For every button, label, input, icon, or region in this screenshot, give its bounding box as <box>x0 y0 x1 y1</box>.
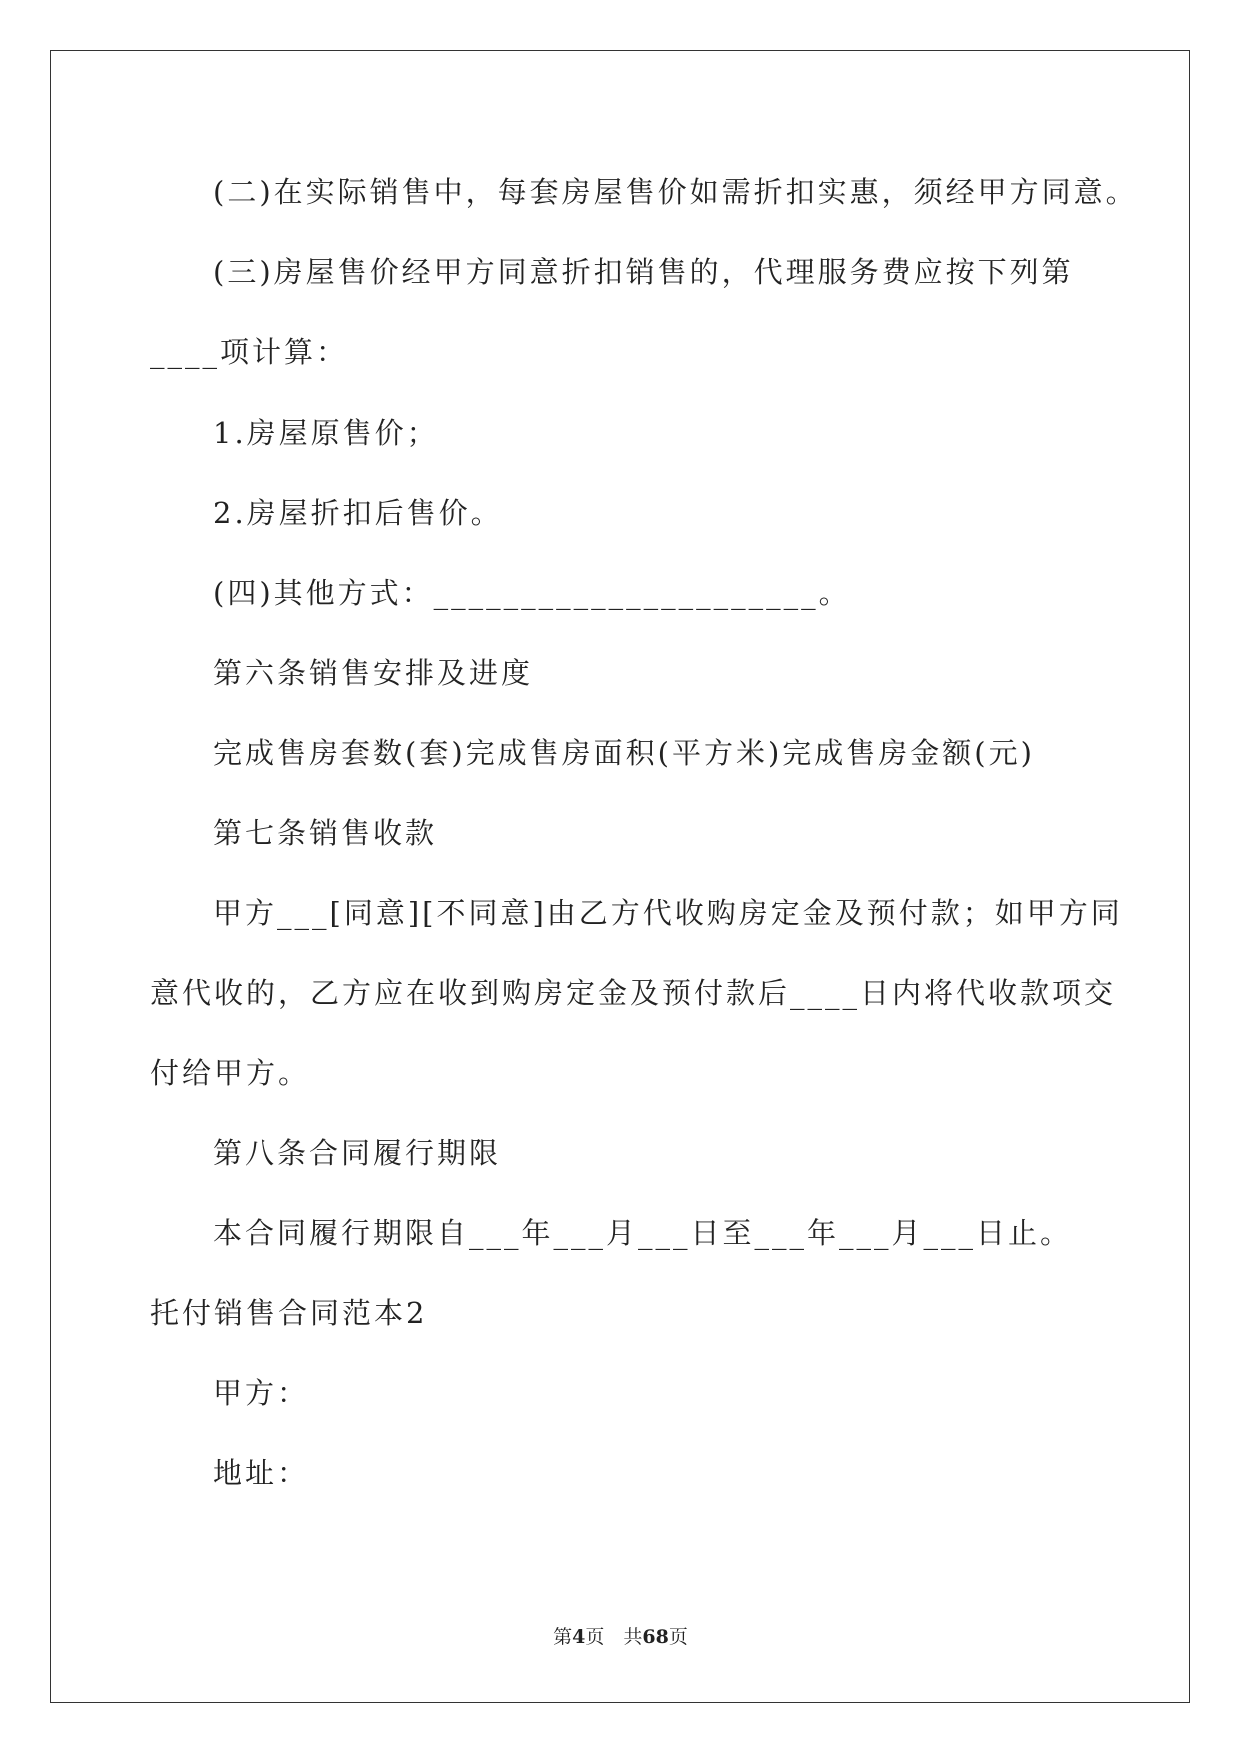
section-heading-article-8: 第八条合同履行期限 <box>213 1136 502 1170</box>
party-a-label: 甲方： <box>213 1376 310 1410</box>
list-item-discounted-price: 2.房屋折扣后售价。 <box>213 496 503 530</box>
footer-suffix: 页 <box>668 1626 688 1648</box>
paragraph-collection-cont: 意代收的，乙方应在收到购房定金及预付款后____日内将代收款项交 <box>150 976 1117 1010</box>
paragraph-discount-approval: (二)在实际销售中，每套房屋售价如需折扣实惠，须经甲方同意。 <box>213 175 1138 209</box>
total-page-count: 68 <box>642 1626 669 1648</box>
document-title-template-2: 托付销售合同范本2 <box>150 1296 428 1330</box>
paragraph-sales-progress: 完成售房套数(套)完成售房面积(平方米)完成售房金额(元) <box>213 736 1035 770</box>
page-footer <box>0 1625 1241 1649</box>
address-label: 地址： <box>213 1456 310 1490</box>
footer-middle: 页 共 <box>585 1626 643 1648</box>
paragraph-discount-fee: (三)房屋售价经甲方同意折扣销售的，代理服务费应按下列第 <box>213 255 1074 289</box>
paragraph-term: 本合同履行期限自___年___月___日至___年___月___日止。 <box>213 1216 1073 1250</box>
section-heading-article-6: 第六条销售安排及进度 <box>213 656 534 690</box>
current-page-number: 4 <box>572 1626 586 1648</box>
paragraph-collection-end: 付给甲方。 <box>150 1056 311 1090</box>
footer-prefix: 第 <box>553 1626 573 1648</box>
paragraph-discount-fee-cont: ____项计算： <box>150 335 349 369</box>
paragraph-other-method: (四)其他方式：______________________。 <box>213 576 851 610</box>
list-item-original-price: 1.房屋原售价； <box>213 416 439 450</box>
section-heading-article-7: 第七条销售收款 <box>213 816 438 850</box>
paragraph-collection: 甲方___[同意][不同意]由乙方代收购房定金及预付款；如甲方同 <box>213 896 1123 930</box>
